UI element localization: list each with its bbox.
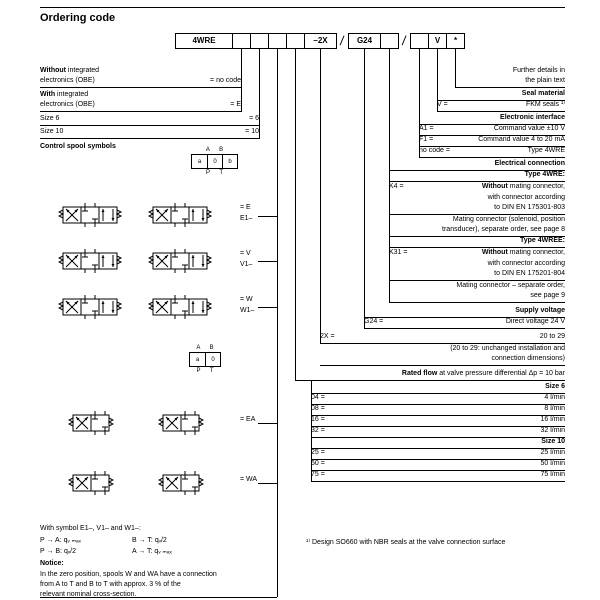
code-box-series: –2X <box>304 33 337 49</box>
option-code: A1 = <box>419 125 434 132</box>
option-code: V = <box>437 101 448 108</box>
section-heading: Size 6 <box>545 383 565 390</box>
section-heading: Rated flow <box>401 370 438 377</box>
cell-0: 0 <box>207 155 222 168</box>
ladder-vline-size <box>259 48 260 139</box>
option-text: connection dimensions) <box>491 355 565 362</box>
option-code: 25 = <box>311 449 325 456</box>
option-text: the plain text <box>525 77 565 84</box>
spool-code-label-v <box>240 248 252 270</box>
option-row-flow-08 <box>311 405 565 416</box>
option-code: = V <box>240 250 251 257</box>
option-obe-none <box>40 66 241 88</box>
type-4wree-heading <box>389 237 565 248</box>
size10-heading <box>311 438 565 449</box>
spool-symbol-e-icon <box>58 200 124 230</box>
option-code: no code = <box>419 147 450 154</box>
option-row-seal-v <box>437 101 565 112</box>
option-row-flow-32 <box>311 427 565 438</box>
option-text: Direct voltage 24 V <box>505 318 565 325</box>
further-details-line2 <box>455 77 565 88</box>
ladder-vline-spool <box>277 48 278 597</box>
section-heading: Size 10 <box>541 438 565 445</box>
option-code: V1– <box>240 261 253 268</box>
option-text: Further details in <box>512 67 565 74</box>
option-row-k31-line3 <box>389 270 565 281</box>
ladder-vline-flow <box>295 48 296 381</box>
slash-separator-icon: / <box>401 33 407 48</box>
flow-relation-at: A → T: qᵥ ₘₐₓ <box>132 548 172 555</box>
cell-a: a <box>195 356 200 363</box>
option-row-k31 <box>389 248 565 259</box>
option-row-flow-25 <box>311 449 565 460</box>
option-obe-none-line1 <box>40 66 241 76</box>
option-obe-e-line2 <box>40 100 241 110</box>
spool-symbol-wa-icon <box>68 468 114 498</box>
option-obe-none-line2 <box>40 76 241 86</box>
code-box-type: 4WRE <box>175 33 233 49</box>
option-code: 16 = <box>311 416 325 423</box>
symbol-note-title: With symbol E1–, V1– and W1–: <box>40 525 141 532</box>
page-title: Ordering code <box>40 12 116 24</box>
option-row-flow-16 <box>311 416 565 427</box>
code-box-voltage: G24 <box>348 33 381 49</box>
spool-symbol-v-icon <box>58 246 124 276</box>
spool-code-label-ea <box>240 414 255 425</box>
option-code: = E <box>240 204 251 211</box>
spool-symbol-v1-icon <box>148 246 214 276</box>
option-text: Without <box>481 183 508 190</box>
option-row-2x <box>320 333 565 344</box>
ladder-vline-obe <box>241 48 242 112</box>
option-text: to DIN EN 175201-804 <box>494 270 565 277</box>
option-code: F1 = <box>419 136 434 143</box>
option-text: 25 l/min <box>540 449 565 456</box>
option-code: 2X = <box>320 333 335 340</box>
option-text: transducer), separate order, see page 8 <box>442 226 565 233</box>
port-labels-pt: P T <box>205 170 228 176</box>
spool-symbol-w1-icon <box>148 292 214 322</box>
option-text: Size 6 <box>40 115 60 122</box>
code-box-seal: V <box>428 33 447 49</box>
option-code: W1– <box>240 307 255 314</box>
spool-position-cells <box>189 352 221 367</box>
section-heading: Supply voltage <box>515 307 565 314</box>
option-obe-e <box>40 90 241 112</box>
control-spool-diagram-3pos <box>191 146 238 177</box>
slash-separator-icon: / <box>339 33 345 48</box>
option-text <box>482 248 565 258</box>
option-code: = no code <box>210 77 241 84</box>
flow-relation-pb: P → B: qᵥ/2 <box>40 548 76 555</box>
spool-position-cells <box>191 154 238 169</box>
option-row-flow-50 <box>311 460 565 471</box>
spool-symbol-w-icon <box>58 292 124 322</box>
option-code: G24 = <box>364 318 384 325</box>
cell-0: 0 <box>205 353 220 366</box>
size6-heading <box>311 383 565 394</box>
rated-flow-heading <box>295 370 565 381</box>
option-text: see page 9 <box>530 292 565 299</box>
ladder-vline-series <box>320 48 321 344</box>
option-text: Type 4WRE <box>527 147 565 154</box>
ladder-stub-ea <box>258 423 277 424</box>
cell-a: a <box>197 158 202 165</box>
ladder-vline-voltage <box>364 48 365 329</box>
option-code: = EA <box>240 416 256 423</box>
spool-code-label-wa <box>240 474 257 485</box>
option-row-flow-04 <box>311 394 565 405</box>
port-labels-ab: A B <box>196 345 218 351</box>
option-text <box>482 182 565 192</box>
option-row-k4-line3 <box>389 204 565 215</box>
option-text: Size 10 <box>40 128 64 135</box>
section-heading: Seal material <box>521 90 565 97</box>
option-row-nocode <box>419 147 565 158</box>
section-heading: Type 4WREE: <box>520 237 565 244</box>
option-text: Without <box>481 249 508 256</box>
option-text: With <box>40 91 56 98</box>
spool-symbol-ea2-icon <box>158 408 204 438</box>
option-text: mating connector, <box>507 183 565 190</box>
option-code: 08 = <box>311 405 325 412</box>
option-code: 04 = <box>311 394 325 401</box>
notice-heading: Notice: <box>40 560 64 567</box>
footnote: ¹⁾ Design SO660 with NBR seals at the valve connection surface <box>306 539 506 546</box>
option-text: at valve pressure differential Δp = 10 bar <box>437 370 565 377</box>
option-text: FKM seals ¹⁾ <box>525 101 565 108</box>
port-labels-ab: A B <box>205 147 228 153</box>
option-text: Mating connector – separate order, <box>456 282 565 289</box>
spool-symbol-e1-icon <box>148 200 214 230</box>
ladder-stub-w <box>258 307 277 308</box>
option-obe-e-line1 <box>40 90 241 100</box>
option-size6 <box>40 114 259 126</box>
option-text: Mating connector (solenoid, position <box>452 216 565 223</box>
control-spool-diagram-2pos <box>189 344 221 375</box>
code-box-flow <box>286 33 305 49</box>
code-box-spool <box>268 33 287 49</box>
top-rule <box>40 7 565 8</box>
option-text: 75 l/min <box>540 471 565 478</box>
option-code: 32 = <box>311 427 325 434</box>
section-heading: Electrical connection <box>494 160 565 167</box>
option-code: = WA <box>240 476 258 483</box>
ladder-stub-v <box>258 261 277 262</box>
notice-line1: In the zero position, spools W and WA have a connection <box>40 571 217 578</box>
cell-b: b <box>222 155 237 168</box>
flow-relation-pa: P → A: qᵥ ₘₐₓ <box>40 537 81 544</box>
spool-symbol-ea-icon <box>68 408 114 438</box>
notice-line3: relevant nominal cross-section. <box>40 591 137 598</box>
option-text: Command value ±10 V <box>493 125 565 132</box>
option-text: electronics (OBE) <box>40 77 95 84</box>
spool-symbols-heading: Control spool symbols <box>40 143 116 150</box>
code-box-size <box>250 33 269 49</box>
option-size10 <box>40 127 259 139</box>
option-code: = E <box>230 101 241 108</box>
option-text: 32 l/min <box>540 427 565 434</box>
spool-code-label-w <box>240 294 254 316</box>
notice-line2: from A to T and B to T with approx. 3 % of the <box>40 581 181 588</box>
option-text: 50 l/min <box>540 460 565 467</box>
option-code: E1– <box>240 215 253 222</box>
option-code: K31 = <box>389 249 408 256</box>
code-box-interface <box>410 33 429 49</box>
option-code: = 6 <box>249 115 259 122</box>
option-code: 50 = <box>311 460 325 467</box>
k31-note-line2 <box>389 292 565 303</box>
port-labels-pt: P T <box>196 368 218 374</box>
option-text: with connector according <box>487 194 565 201</box>
option-code: = 10 <box>245 128 259 135</box>
code-box-star: * <box>446 33 465 49</box>
option-text: to DIN EN 175301-803 <box>494 204 565 211</box>
option-row-k4 <box>389 182 565 193</box>
option-text: 16 l/min <box>540 416 565 423</box>
option-text: Without <box>40 67 66 74</box>
spool-symbol-wa2-icon <box>158 468 204 498</box>
option-text: electronics (OBE) <box>40 101 95 108</box>
option-text: 8 l/min <box>544 405 565 412</box>
spool-code-label-e <box>240 202 252 224</box>
section-heading: Type 4WRE: <box>524 171 565 178</box>
option-text: Command value 4 to 20 mA <box>478 136 565 143</box>
section-heading: Electronic interface <box>500 114 565 121</box>
option-row-g24 <box>364 318 565 329</box>
type-4wre-heading <box>389 171 565 182</box>
option-code: = W <box>240 296 253 303</box>
option-text: with connector according <box>487 260 565 267</box>
option-text: mating connector, <box>507 249 565 256</box>
series-note-line2 <box>320 355 565 366</box>
flow-relation-bt: B → T: qᵥ/2 <box>132 537 167 544</box>
option-text: 4 l/min <box>544 394 565 401</box>
code-box-obe <box>232 33 251 49</box>
option-code: K4 = <box>389 183 404 190</box>
option-row-flow-75 <box>311 471 565 482</box>
option-code: 75 = <box>311 471 325 478</box>
option-text: integrated <box>55 91 89 98</box>
option-text: integrated <box>65 67 100 74</box>
option-text: (20 to 29: unchanged installation and <box>450 345 565 352</box>
ladder-stub-wa <box>258 483 277 484</box>
option-text: 20 to 29 <box>539 333 565 340</box>
ladder-stub-e <box>258 216 277 217</box>
